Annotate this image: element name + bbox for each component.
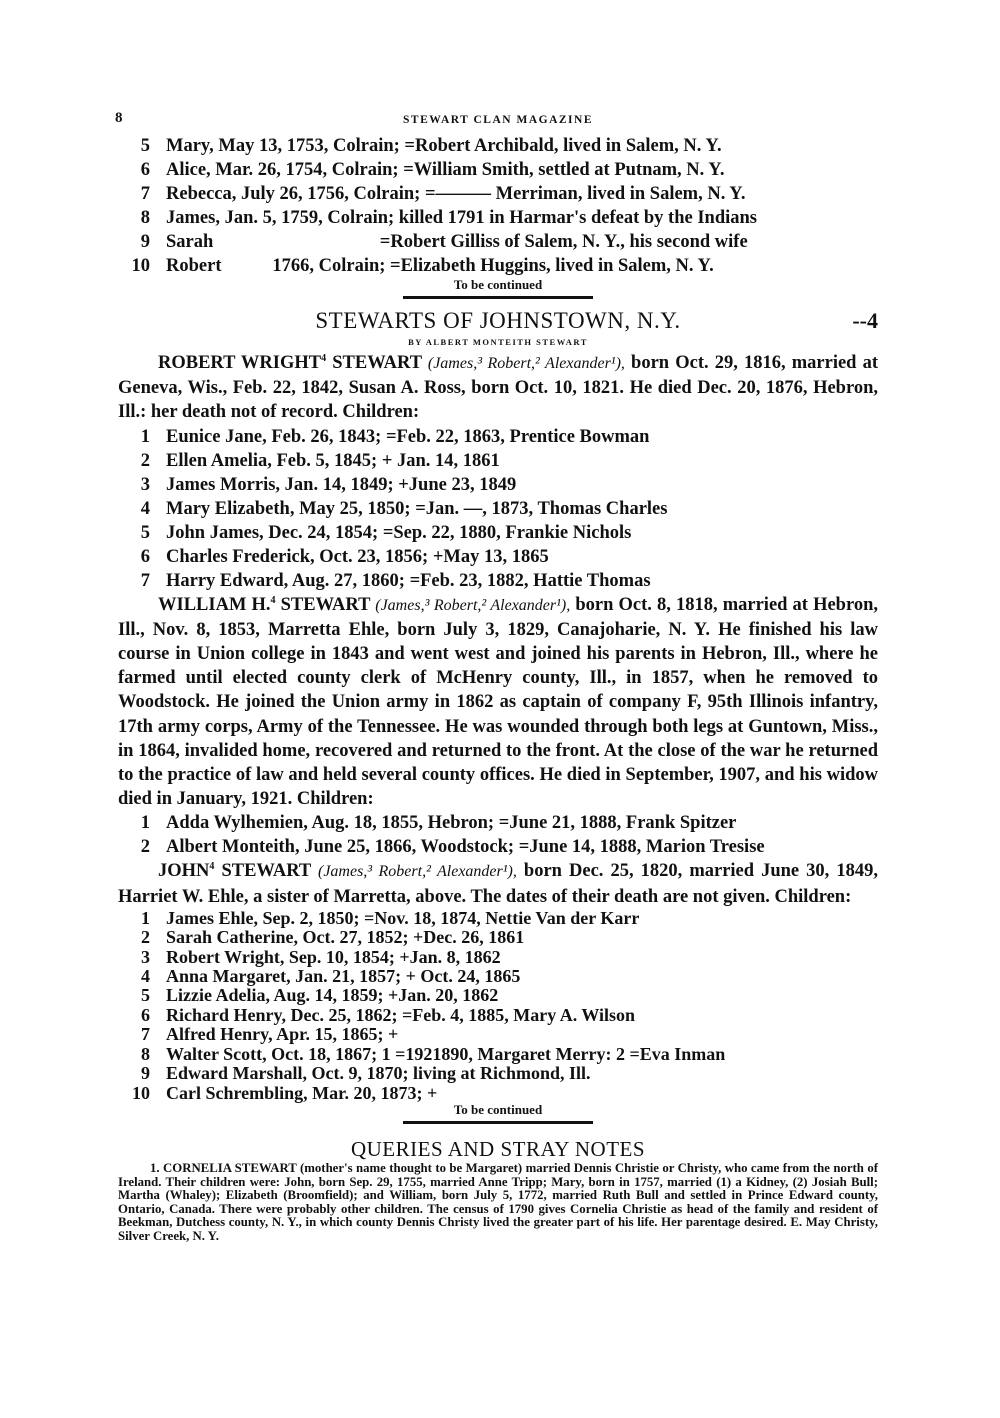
top-children-list: [118, 134, 878, 278]
to-be-continued-2: To be continued: [453, 1101, 543, 1117]
section-divider: [403, 296, 593, 299]
list-item: 8 Walter Scott, Oct. 18, 1867; 1 =1921890, Margaret Merry: 2 =Eva Inman: [141, 1043, 726, 1064]
list-item: 6 Richard Henry, Dec. 25, 1862; =Feb. 4, 1885, Mary A. Wilson: [141, 1004, 636, 1025]
running-head: [115, 110, 878, 134]
list-item: 1 James Ehle, Sep. 2, 1850; =Nov. 18, 1874, Nettie Van der Karr: [141, 907, 640, 928]
list-item: 7 Rebecca, July 26, 1756, Colrain; =——— Merriman, lived in Salem, N. Y.: [140, 184, 746, 204]
to-be-continued-1: To be continued: [453, 277, 543, 292]
list-item: 1 Adda Wylhemien, Aug. 18, 1855, Hebron; =June 21, 1888, Frank Spitzer: [140, 813, 737, 834]
section-number: --4: [852, 308, 878, 333]
section-title: STEWARTS OF JOHNSTOWN, N.Y.: [315, 308, 681, 333]
byline: BY ALBERT MONTEITH STEWART: [408, 337, 588, 347]
list-item: 2 Sarah Catherine, Oct. 27, 1852; +Dec. 26, 1861: [141, 927, 525, 948]
list-item: 4 Anna Margaret, Jan. 21, 1857; + Oct. 24, 1865: [141, 966, 521, 987]
list-item: 9 Sarah =Robert Gilliss of Salem, N. Y., his second wife: [140, 232, 748, 252]
john-paragraph: JOHN$^4$ STEWART (James,³ Robert,² Alexander¹), born Dec. 25, 1820, married June 30, 1849, Harriet W. Ehle, a sister of Marretta, above. The dates of their death are not given. Children:: [118, 861, 878, 907]
page-number: 8: [115, 110, 123, 126]
list-item: 2 Albert Monteith, June 25, 1866, Woodstock; =June 14, 1888, Marion Tresise: [140, 837, 765, 858]
queries-paragraph: 1. CORNELIA STEWART (mother's name thought to be Margaret) married Dennis Christie or Christy, who came from the north of Ireland. Their children were: John, born Sep. 29, 1755, married Anne Tripp; Mary, born in 1757, married (1) a Kidney, (2) Josiah Bull; Martha (Whaley); Elizabeth (Broomfield); and William, born July 5, 1772, married Ruth Bull and settled in Prince Edward county, Ontario, Canada. There were probably other children. The census of 1790 gives Cornelia Christie as head of the family and resident of Beekman, Dutchess county, N. Y., in which county Dennis Christy lived the greater part of his life. Her parentage desired. E. May Christy, Silver Creek, N. Y.: [118, 1160, 878, 1243]
robert-paragraph: ROBERT WRIGHT$^4$ STEWART (James,³ Robert,² Alexander¹), born Oct. 29, 1816, married at Geneva, Wis., Feb. 22, 1842, Susan A. Ross, born Oct. 10, 1821. He died Dec. 20, 1876, Hebron, Ill.: her death not of record. Children:: [118, 352, 878, 423]
list-item: 10 Carl Schrembling, Mar. 20, 1873; +: [132, 1082, 438, 1103]
william-paragraph: WILLIAM H.$^4$ STEWART (James,³ Robert,² Alexander¹), born Oct. 8, 1818, married at Hebron, Ill., Nov. 8, 1853, Marretta Ehle, born July 3, 1829, Canajoharie, N. Y. He finished his law course in Union college in 1843 and went west and joined his parents in Hebron, Ill., where he farmed until elected county clerk of McHenry county, Ill., in 1857, when he removed to Woodstock. He joined the Union army in 1862 as captain of company F, 95th Illinois infantry, 17th army corps, Army of the Tennessee. He was wounded through both legs at Guntown, Miss., in 1864, invalided home, recovered and returned to the front. At the close of the war he returned to the practice of law and held several county offices. He died in September, 1907, and his widow died in January, 1921. Children:: [118, 594, 879, 810]
magazine-title: STEWART CLAN MAGAZINE: [403, 114, 593, 126]
list-item: 6 Charles Frederick, Oct. 23, 1856; +May 13, 1865: [140, 546, 549, 567]
list-item: 5 Mary, May 13, 1753, Colrain; =Robert Archibald, lived in Salem, N. Y.: [140, 136, 722, 156]
john-children-list: [118, 909, 878, 1103]
list-item: 5 Lizzie Adelia, Aug. 14, 1859; +Jan. 20, 1862: [141, 985, 499, 1006]
robert-children-list: [118, 425, 878, 593]
list-item: 3 Robert Wright, Sep. 10, 1854; +Jan. 8, 1862: [141, 946, 501, 967]
list-item: 3 James Morris, Jan. 14, 1849; +June 23, 1849: [140, 474, 517, 495]
list-item: 2 Ellen Amelia, Feb. 5, 1845; + Jan. 14, 1861: [140, 450, 500, 471]
list-item: 8 James, Jan. 5, 1759, Colrain; killed 1791 in Harmar's defeat by the Indians: [140, 208, 757, 228]
queries-title: QUERIES AND STRAY NOTES: [350, 1136, 646, 1161]
list-item: 4 Mary Elizabeth, May 25, 1850; =Jan. —, 1873, Thomas Charles: [140, 498, 668, 519]
list-item: 9 Edward Marshall, Oct. 9, 1870; living at Richmond, Ill.: [141, 1063, 591, 1084]
list-item: 7 Harry Edward, Aug. 27, 1860; =Feb. 23, 1882, Hattie Thomas: [140, 570, 651, 591]
list-item: 6 Alice, Mar. 26, 1754, Colrain; =William Smith, settled at Putnam, N. Y.: [140, 160, 725, 180]
section-heading: [118, 305, 878, 337]
section-divider: [403, 1121, 593, 1124]
list-item: 1 Eunice Jane, Feb. 26, 1843; =Feb. 22, 1863, Prentice Bowman: [140, 426, 650, 447]
list-item: 10 Robert 1766, Colrain; =Elizabeth Huggins, lived in Salem, N. Y.: [131, 256, 714, 276]
document-page: [115, 110, 879, 1243]
list-item: 5 John James, Dec. 24, 1854; =Sep. 22, 1880, Frankie Nichols: [140, 522, 632, 543]
william-children-list: [118, 811, 878, 859]
list-item: 7 Alfred Henry, Apr. 15, 1865; +: [141, 1024, 399, 1045]
